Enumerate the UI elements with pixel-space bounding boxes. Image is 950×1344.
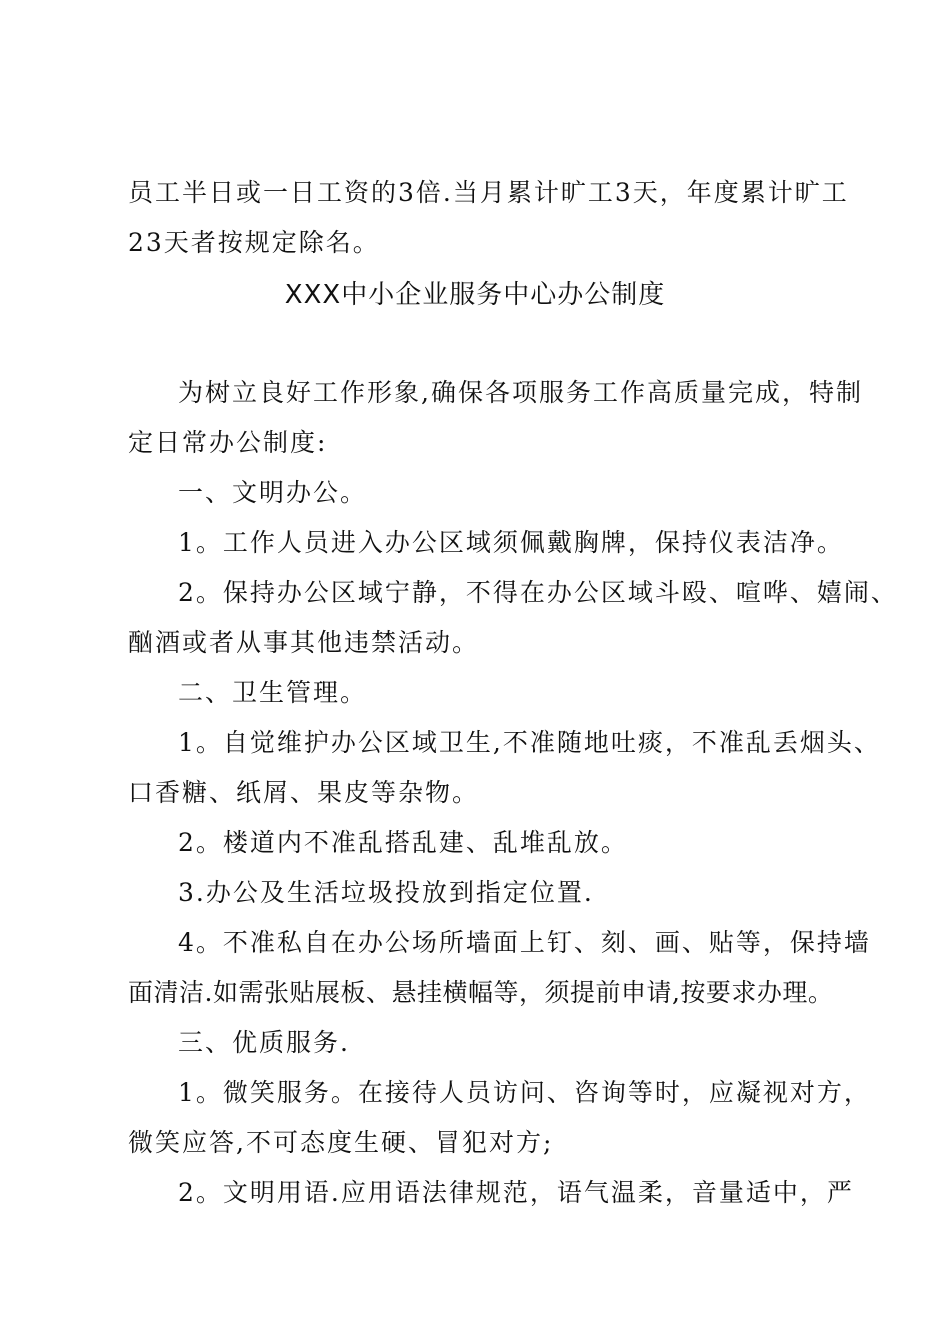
document-title: XXX中小企业服务中心办公制度 — [284, 280, 666, 310]
section-3-heading: 三、优质服务. — [178, 1028, 350, 1057]
section-1-item-1: 1。工作人员进入办公区域须佩戴胸牌，保持仪表洁净。 — [178, 528, 844, 557]
section-2-item-1-line-1: 1。自觉维护办公区域卫生,不准随地吐痰，不准乱丢烟头、 — [178, 728, 881, 757]
section-2-heading: 二、卫生管理。 — [178, 678, 368, 707]
section-3-item-1-line-2: 微笑应答,不可态度生硬、冒犯对方; — [128, 1128, 554, 1157]
section-2-item-3: 3.办公及生活垃圾投放到指定位置. — [178, 878, 594, 907]
section-2-item-4-line-1: 4。不准私自在办公场所墙面上钉、刻、画、贴等，保持墙 — [178, 928, 871, 957]
carryover-line-1: 员工半日或一日工资的3倍.当月累计旷工3天，年度累计旷工 — [128, 178, 849, 207]
section-1-heading: 一、文明办公。 — [178, 478, 368, 507]
section-1-item-2-line-2: 酗酒或者从事其他违禁活动。 — [128, 628, 480, 657]
section-3-item-1-line-1: 1。微笑服务。在接待人员访问、咨询等时，应凝视对方， — [178, 1078, 871, 1107]
section-2-item-2: 2。楼道内不准乱搭乱建、乱堆乱放。 — [178, 828, 628, 857]
carryover-line-2: 23天者按规定除名。 — [128, 228, 380, 257]
intro-line-2: 定日常办公制度: — [128, 428, 328, 457]
section-2-item-4-line-2: 面清洁.如需张贴展板、悬挂横幅等，须提前申请,按要求办理。 — [128, 978, 834, 1007]
section-3-item-2-line-1: 2。文明用语.应用语法律规范，语气温柔，音量适中，严 — [178, 1178, 854, 1207]
section-1-item-2-line-1: 2。保持办公区域宁静，不得在办公区域斗殴、喧哗、嬉闹、 — [178, 578, 898, 607]
intro-line-1: 为树立良好工作形象,确保各项服务工作高质量完成，特制 — [178, 378, 863, 407]
section-2-item-1-line-2: 口香糖、纸屑、果皮等杂物。 — [128, 778, 480, 807]
